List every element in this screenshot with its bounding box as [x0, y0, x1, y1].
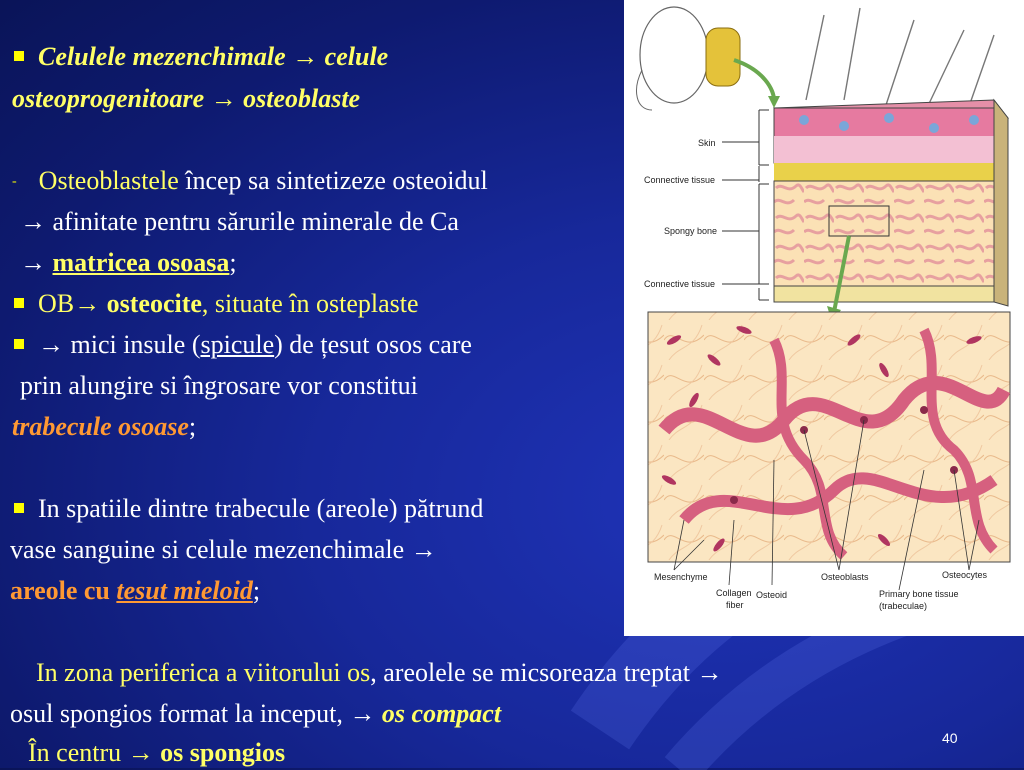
bullet-line-1 [14, 42, 388, 72]
text-tesut-mieloid: tesut mieloid [116, 576, 253, 605]
label-osteoid: Osteoid [756, 590, 788, 600]
bullet-line-islands [14, 330, 472, 360]
label-primary-bone: Primary bone tissue [879, 589, 959, 599]
line-osteoprogenitor [12, 84, 360, 114]
bullet-square-icon [14, 503, 24, 513]
text-spongy-initial: osul spongios format la inceput, → [10, 699, 382, 728]
text-blood-vessels: vase sanguine si celule mezenchimale → [10, 535, 437, 564]
text-bone-tissue: ) de țesut osos care [274, 330, 472, 359]
text-semicolon: ; [188, 412, 197, 441]
dash-marker: - [12, 174, 17, 189]
label-mesenchyme: Mesenchyme [654, 572, 708, 582]
text-ob-arrow: OB→ [38, 289, 107, 318]
text-osteoplaste: , situate în osteplaste [201, 289, 419, 318]
text-mesenchymal-cells: Celulele mezenchimale → celule [38, 42, 389, 71]
label-connective-tissue-bottom: Connective tissue [644, 279, 716, 289]
line-blood-vessels [10, 535, 437, 565]
text-osteoid-synthesis: încep sa sintetizeze osteoidul [178, 166, 488, 195]
text-osteoblastele: Osteoblastele [38, 166, 179, 195]
text-affinity-ca: → afinitate pentru sărurile minerale de Ca [20, 207, 459, 236]
label-collagen: Collagen [716, 588, 752, 598]
text-small-islands: → mici insule ( [38, 330, 201, 359]
hair-lines [806, 8, 994, 115]
text-os-compact: os compact [381, 699, 502, 728]
text-in-center: În centru → [28, 738, 161, 767]
text-elongation: prin alungire si îngrosare vor constitui [20, 371, 418, 400]
label-osteocytes: Osteocytes [942, 570, 988, 580]
block-labels [644, 110, 769, 300]
label-spongy-bone: Spongy bone [664, 226, 718, 236]
text-semicolon: ; [252, 576, 261, 605]
bullet-line-ob [14, 289, 419, 319]
line-spongy-to-compact [10, 699, 501, 729]
text-areole-cu: areole cu [10, 576, 117, 605]
text-osteoprogenitor: osteoprogenitoare → osteoblaste [12, 84, 361, 113]
line-elongation [20, 371, 418, 401]
bone-formation-illustration [624, 0, 1024, 636]
label-connective-tissue-top: Connective tissue [644, 175, 716, 185]
label-skin: Skin [698, 138, 716, 148]
text-trabecule-osoase: trabecule osoase [12, 412, 189, 441]
bullet-square-icon [14, 339, 24, 349]
text-bone-matrix: matricea osoasa [52, 248, 230, 277]
label-trabeculae: (trabeculae) [879, 601, 928, 611]
label-osteoblasts: Osteoblasts [821, 572, 869, 582]
text-spaces-between: In spatiile dintre trabecule (areole) pătrund [38, 494, 484, 523]
text-spicule: spicule [200, 330, 275, 359]
bullet-square-icon [14, 298, 24, 308]
bullet-line-spaces [14, 494, 483, 524]
text-arrow: → [20, 248, 53, 277]
infant-head-sketch [637, 7, 780, 110]
label-fiber: fiber [726, 600, 744, 610]
text-semicolon: ; [229, 248, 237, 277]
page-number: 40 [942, 730, 958, 746]
line-matrix [20, 248, 237, 278]
text-osteocite: osteocite [106, 289, 202, 318]
line-center [28, 738, 285, 768]
bullet-square-icon [14, 51, 24, 61]
text-areoles-shrink: , areolele se micsoreaza treptat → [370, 658, 723, 687]
line-trabecule [12, 412, 196, 442]
text-peripheral-zone: In zona periferica a viitorului os [36, 658, 371, 687]
dash-line-osteoblasts [12, 166, 488, 197]
tissue-block [774, 100, 1008, 322]
line-areole [10, 576, 260, 606]
text-os-spongios: os spongios [160, 738, 286, 767]
magnified-panel [648, 312, 1010, 562]
line-affinity [20, 207, 459, 237]
histology-figure [624, 0, 1024, 636]
line-periphery [36, 658, 723, 688]
